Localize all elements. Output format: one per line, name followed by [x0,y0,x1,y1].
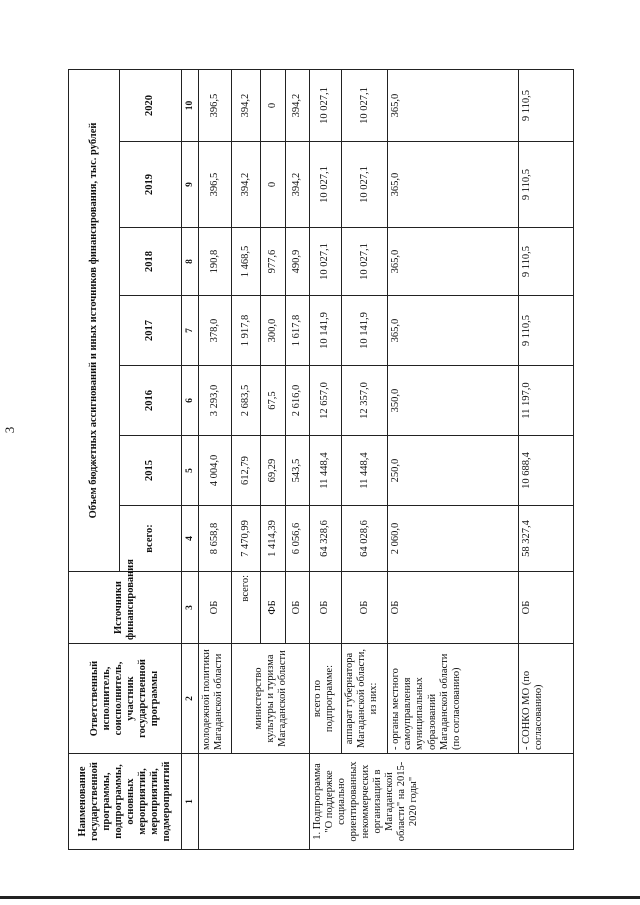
value-cell: 12 657,0 [309,366,341,436]
value-cell: 394,2 [232,142,261,228]
table-row [518,69,573,849]
value-cell: 365,0 [388,69,518,141]
executor-cell: всего по подпрограмме: [309,644,341,754]
column-index-row [181,69,199,849]
value-cell: 64 028,6 [341,506,387,572]
value-cell: 396,5 [199,69,232,141]
header-year: 2019 [119,142,181,228]
value-cell: 64 328,6 [309,506,341,572]
header-program-name: Наименование государственной программы, подпрограммы, основных мероприятий, мероприятий, подмероприятий [69,754,182,850]
value-cell: 396,5 [199,142,232,228]
value-cell: 10 027,1 [309,69,341,141]
source-cell: ОБ [199,572,232,644]
value-cell: 9 110,5 [518,69,573,141]
value-cell: 11 448,4 [341,436,387,506]
value-cell: 9 110,5 [518,142,573,228]
value-cell: 1 468,5 [232,228,261,296]
value-cell: 69,29 [261,436,285,506]
value-cell: 2 060,0 [388,506,518,572]
value-cell: 0 [261,142,285,228]
header-year: 2016 [119,366,181,436]
value-cell: 1 917,8 [232,296,261,366]
source-cell: всего: [232,572,261,644]
value-cell: 9 110,5 [518,228,573,296]
value-cell: 8 658,8 [199,506,232,572]
value-cell: 300,0 [261,296,285,366]
value-cell: 58 327,4 [518,506,573,572]
value-cell: 2 683,5 [232,366,261,436]
value-cell: 394,2 [285,142,309,228]
header-source: Источники финансирования [69,572,182,644]
value-cell: 394,2 [285,69,309,141]
executor-cell: молодежной политики Магаданской области [199,644,232,754]
col-index: 9 [181,142,199,228]
value-cell: 490,9 [285,228,309,296]
funding-table [68,69,574,850]
col-index: 8 [181,228,199,296]
executor-cell: - СОНКО МО (по согласованию) [518,644,573,754]
value-cell: 977,6 [261,228,285,296]
value-cell: 7 470,99 [232,506,261,572]
value-cell: 4 004,0 [199,436,232,506]
value-cell: 10 027,1 [309,142,341,228]
value-cell: 9 110,5 [518,296,573,366]
value-cell: 10 027,1 [341,142,387,228]
header-year: 2017 [119,296,181,366]
value-cell: 67,5 [261,366,285,436]
source-cell: ОБ [341,572,387,644]
table-row [388,69,518,849]
value-cell: 1 617,8 [285,296,309,366]
program-name-cell [199,754,309,850]
value-cell: 394,2 [232,69,261,141]
value-cell: 6 056,6 [285,506,309,572]
col-index: 4 [181,506,199,572]
value-cell: 365,0 [388,296,518,366]
value-cell: 365,0 [388,142,518,228]
table-row [309,69,341,849]
value-cell: 11 448,4 [309,436,341,506]
value-cell: 365,0 [388,228,518,296]
header-total: всего: [119,506,181,572]
col-index: 6 [181,366,199,436]
value-cell: 10 141,9 [309,296,341,366]
value-cell: 10 141,9 [341,296,387,366]
value-cell: 10 688,4 [518,436,573,506]
header-year: 2018 [119,228,181,296]
source-cell: ОБ [518,572,573,644]
value-cell: 0 [261,69,285,141]
value-cell: 543,5 [285,436,309,506]
value-cell: 1 414,39 [261,506,285,572]
source-cell: ФБ [261,572,285,644]
header-year: 2015 [119,436,181,506]
source-cell: ОБ [285,572,309,644]
bottom-rule [0,896,640,899]
value-cell: 11 197,0 [518,366,573,436]
program-name-cell: 1. Подпрограмма "О поддержке социально ориентированных некоммерческих организаций в Магаданской области" на 2015-2020 годы" [309,754,573,850]
value-cell: 10 027,1 [309,228,341,296]
executor-cell: министерство культуры и туризма Магаданской области [232,644,309,754]
value-cell: 190,8 [199,228,232,296]
source-cell: ОБ [309,572,341,644]
header-funding-group: Объем бюджетных ассигнований и иных источников финансирования, тыс. рублей [69,69,120,571]
value-cell: 250,0 [388,436,518,506]
value-cell: 350,0 [388,366,518,436]
rotated-page [68,70,574,850]
col-index: 5 [181,436,199,506]
table-row [341,69,387,849]
value-cell: 10 027,1 [341,228,387,296]
value-cell: 2 616,0 [285,366,309,436]
source-cell: ОБ [388,572,518,644]
col-index: 2 [181,644,199,754]
page-number: 3 [2,426,17,434]
value-cell: 612,79 [232,436,261,506]
header-row [69,69,120,849]
table-row [232,69,261,849]
table-row [199,69,232,849]
executor-cell: - органы местного самоуправления муниципальных образований Магаданской области (по согласованию) [388,644,518,754]
value-cell: 10 027,1 [341,69,387,141]
value-cell: 3 293,0 [199,366,232,436]
col-index: 7 [181,296,199,366]
header-executor: Ответственный исполнитель, соисполнитель, участник государственной программы [69,644,182,754]
executor-cell: аппарат губернатора Магаданской области, из них: [341,644,387,754]
col-index: 3 [181,572,199,644]
header-year: 2020 [119,69,181,141]
col-index: 10 [181,69,199,141]
col-index: 1 [181,754,199,850]
value-cell: 12 357,0 [341,366,387,436]
value-cell: 378,0 [199,296,232,366]
